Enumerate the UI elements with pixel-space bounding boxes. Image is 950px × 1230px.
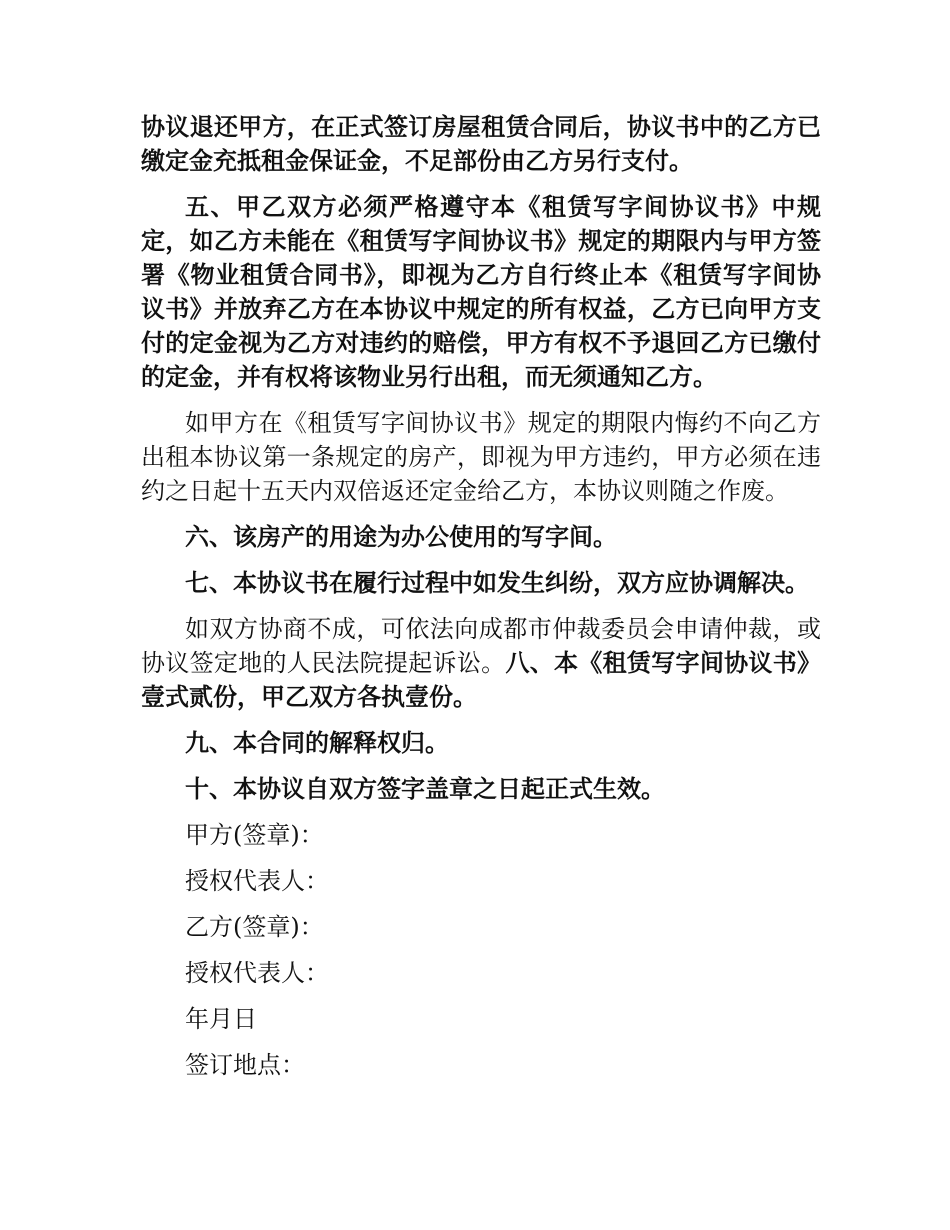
- arbitration-text: 如双方协商不成，可依法向成都市仲裁委员会申请仲裁，或协议签定地的人民法院提起诉讼。: [141, 615, 821, 677]
- paragraph-clause-10: 十、本协议自双方签字盖章之日起正式生效。: [185, 774, 665, 803]
- signature-party-a: 甲方(签章)：: [185, 821, 324, 849]
- signature-place: 签订地点：: [185, 1051, 305, 1079]
- document-body: [141, 110, 821, 1094]
- clause-8-text: 八、本《租赁写字间协议书》壹式贰份，甲乙双方各执壹份。: [141, 648, 822, 711]
- paragraph-arbitration-and-clause-8: [141, 612, 821, 714]
- paragraph-clause-6: 六、该房产的用途为办公使用的写字间。: [185, 522, 617, 551]
- signature-party-b: 乙方(签章)：: [185, 913, 324, 941]
- signature-date: 年月日: [185, 1005, 257, 1033]
- signature-rep-b: 授权代表人：: [185, 959, 329, 987]
- paragraph-clause-7: 七、本协议书在履行过程中如发生纠纷，双方应协调解决。: [185, 568, 809, 597]
- paragraph-party-a-breach: 如甲方在《租赁写字间协议书》规定的期限内悔约不向乙方出租本协议第一条规定的房产，即视为甲方违约，甲方必须在违约之日起十五天内双倍返还定金给乙方，本协议则随之作废。: [141, 409, 821, 505]
- paragraph-clause-9: 九、本合同的解释权归。: [185, 728, 449, 757]
- signature-rep-a: 授权代表人：: [185, 867, 329, 895]
- paragraph-clause-5: 五、甲乙双方必须严格遵守本《租赁写字间协议书》中规定，如乙方未能在《租赁写字间协议书》规定的期限内与甲方签署《物业租赁合同书》，即视为乙方自行终止本《租赁写字间协议书》并放弃乙方在本协议中规定的所有权益，乙方已向甲方支付的定金视为乙方对违约的赔偿，甲方有权不予退回乙方已缴付的定金，并有权将该物业另行出租，而无须通知乙方。: [141, 192, 821, 391]
- paragraph-deposit-refund: 协议退还甲方，在正式签订房屋租赁合同后，协议书中的乙方已缴定金充抵租金保证金，不足部份由乙方另行支付。: [141, 112, 821, 175]
